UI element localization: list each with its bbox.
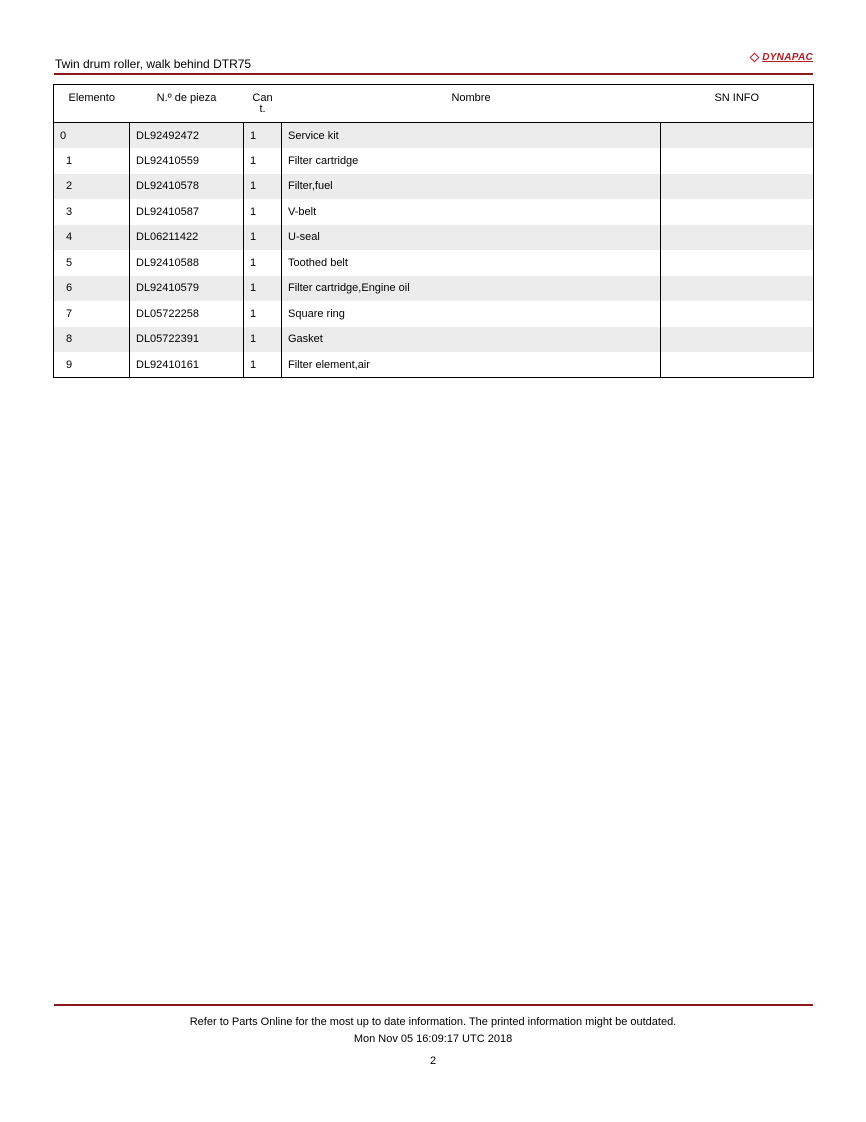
cell-part-number: DL92410587 — [130, 199, 244, 225]
cell-sn-info — [661, 123, 814, 149]
cell-part-number: DL92410579 — [130, 276, 244, 302]
table-row — [54, 199, 814, 225]
cell-sn-info — [661, 199, 814, 225]
cell-name: Filter,fuel — [282, 174, 661, 200]
cell-quantity: 1 — [244, 174, 282, 200]
cell-sn-info — [661, 148, 814, 174]
diamond-logo-icon — [750, 52, 760, 62]
table-row — [54, 123, 814, 149]
column-header-element: Elemento — [54, 85, 130, 123]
cell-part-number: DL06211422 — [130, 225, 244, 251]
cell-sn-info — [661, 174, 814, 200]
parts-table — [53, 84, 814, 378]
cell-part-number: DL92410161 — [130, 352, 244, 378]
cell-quantity: 1 — [244, 225, 282, 251]
page-title: Twin drum roller, walk behind DTR75 — [55, 57, 252, 71]
quantity-header-text — [250, 93, 276, 115]
cell-part-number: DL92410578 — [130, 174, 244, 200]
cell-quantity: 1 — [244, 301, 282, 327]
cell-name: V-belt — [282, 199, 661, 225]
quantity-header-line1: Can — [252, 92, 273, 104]
table-row — [54, 327, 814, 353]
cell-sn-info — [661, 250, 814, 276]
table-row — [54, 352, 814, 378]
page-number: 2 — [429, 1055, 437, 1067]
cell-part-number: DL92410588 — [130, 250, 244, 276]
column-header-name: Nombre — [282, 85, 661, 123]
cell-element: 8 — [54, 327, 130, 353]
cell-part-number: DL05722258 — [130, 301, 244, 327]
logo-text: DYNAPAC — [762, 51, 813, 63]
cell-element: 7 — [54, 301, 130, 327]
cell-name: Toothed belt — [282, 250, 661, 276]
table-row — [54, 250, 814, 276]
header-divider — [54, 73, 813, 75]
column-header-sn-info: SN INFO — [661, 85, 814, 123]
cell-name: Service kit — [282, 123, 661, 149]
cell-sn-info — [661, 352, 814, 378]
cell-sn-info — [661, 327, 814, 353]
footer-notice: Refer to Parts Online for the most up to date information. The printed information might be outdated. — [189, 1016, 677, 1028]
cell-quantity: 1 — [244, 123, 282, 149]
cell-element: 2 — [54, 174, 130, 200]
cell-sn-info — [661, 301, 814, 327]
cell-name: Square ring — [282, 301, 661, 327]
cell-name: Filter cartridge,Engine oil — [282, 276, 661, 302]
table-header-row — [54, 85, 814, 123]
cell-element: 3 — [54, 199, 130, 225]
cell-element: 5 — [54, 250, 130, 276]
cell-quantity: 1 — [244, 250, 282, 276]
cell-sn-info — [661, 225, 814, 251]
cell-element: 0 — [54, 123, 130, 149]
dynapac-logo — [751, 51, 813, 63]
footer-timestamp: Mon Nov 05 16:09:17 UTC 2018 — [353, 1033, 513, 1045]
footer-divider — [54, 1004, 813, 1006]
cell-part-number: DL92410559 — [130, 148, 244, 174]
column-header-quantity — [244, 85, 282, 123]
column-header-part-number: N.º de pieza — [130, 85, 244, 123]
cell-name: U-seal — [282, 225, 661, 251]
table-row — [54, 301, 814, 327]
cell-quantity: 1 — [244, 327, 282, 353]
table-row — [54, 276, 814, 302]
cell-name: Gasket — [282, 327, 661, 353]
cell-element: 1 — [54, 148, 130, 174]
quantity-header-line2: t. — [259, 103, 266, 115]
cell-element: 6 — [54, 276, 130, 302]
table-row — [54, 174, 814, 200]
page-header — [54, 46, 813, 74]
cell-name: Filter element,air — [282, 352, 661, 378]
cell-name: Filter cartridge — [282, 148, 661, 174]
cell-quantity: 1 — [244, 276, 282, 302]
cell-sn-info — [661, 276, 814, 302]
cell-quantity: 1 — [244, 352, 282, 378]
cell-part-number: DL05722391 — [130, 327, 244, 353]
cell-part-number: DL92492472 — [130, 123, 244, 149]
cell-element: 9 — [54, 352, 130, 378]
table-row — [54, 225, 814, 251]
cell-quantity: 1 — [244, 199, 282, 225]
cell-quantity: 1 — [244, 148, 282, 174]
table-row — [54, 148, 814, 174]
cell-element: 4 — [54, 225, 130, 251]
